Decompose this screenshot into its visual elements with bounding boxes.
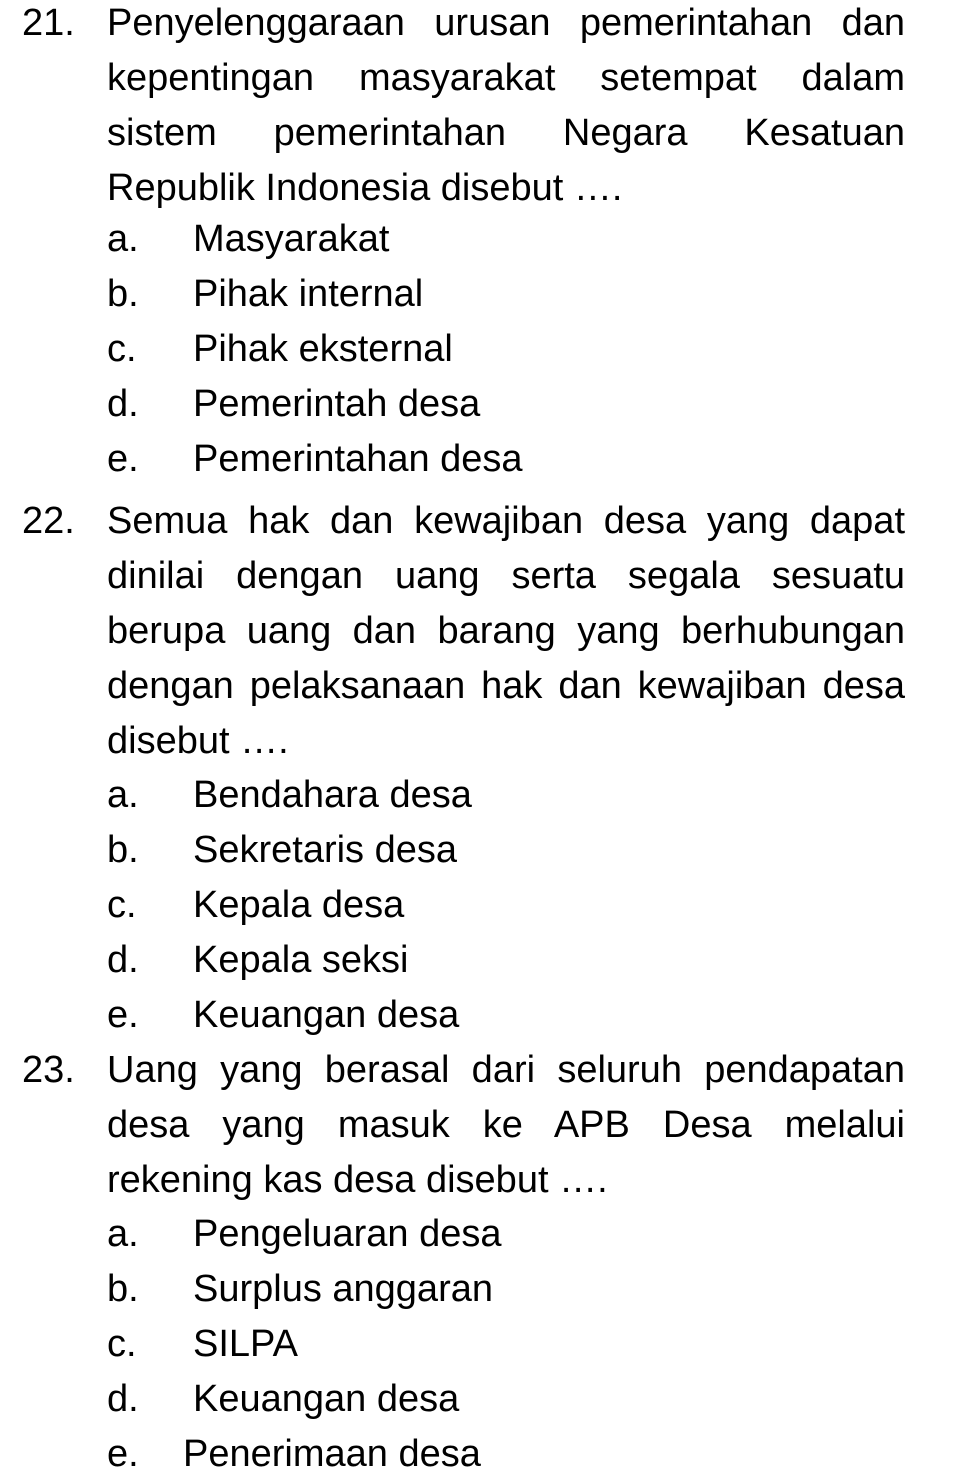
option-e	[107, 988, 907, 1043]
option-text: Surplus anggaran	[193, 1268, 493, 1310]
option-letter: e.	[107, 994, 139, 1036]
option-letter: a.	[107, 774, 139, 816]
option-text: Pihak eksternal	[193, 328, 453, 370]
option-c	[107, 322, 907, 377]
option-letter: b.	[107, 1268, 139, 1310]
option-c	[107, 1317, 907, 1372]
option-letter: b.	[107, 829, 139, 871]
option-letter: a.	[107, 218, 139, 260]
option-b	[107, 267, 907, 322]
option-text: Kepala seksi	[193, 939, 409, 981]
option-a	[107, 212, 907, 267]
question-text: Uang yang berasal dari seluruh pendapatan desa yang masuk ke APB Desa melalui rekening kas desa disebut ….	[107, 1049, 905, 1201]
option-text: Penerimaan desa	[183, 1433, 481, 1475]
option-a	[107, 1207, 907, 1262]
question-number: 23.	[22, 1049, 75, 1091]
option-text: Keuangan desa	[193, 1378, 460, 1420]
option-text: Keuangan desa	[193, 994, 460, 1036]
option-d	[107, 377, 907, 432]
option-e	[107, 432, 907, 487]
option-text: Kepala desa	[193, 884, 405, 926]
answer-options	[107, 212, 907, 487]
option-letter: d.	[107, 1378, 139, 1420]
option-text: SILPA	[193, 1323, 298, 1365]
option-text: Pemerintah desa	[193, 383, 481, 425]
option-letter: c.	[107, 1323, 137, 1365]
answer-options	[107, 1207, 907, 1482]
option-letter: c.	[107, 884, 137, 926]
option-a	[107, 768, 907, 823]
option-letter: e.	[107, 438, 139, 480]
option-letter: e.	[107, 1433, 139, 1475]
option-e	[107, 1427, 907, 1482]
option-c	[107, 878, 907, 933]
option-d	[107, 933, 907, 988]
option-text: Masyarakat	[193, 218, 390, 260]
option-text: Bendahara desa	[193, 774, 472, 816]
option-text: Sekretaris desa	[193, 829, 458, 871]
option-b	[107, 1262, 907, 1317]
question-text: Penyelenggaraan urusan pemerintahan dan kepentingan masyarakat setempat dalam sistem pemerintahan Negara Kesatuan Republik Indonesia disebut ….	[107, 2, 905, 209]
option-text: Pengeluaran desa	[193, 1213, 502, 1255]
option-text: Pihak internal	[193, 273, 424, 315]
option-letter: c.	[107, 328, 137, 370]
option-b	[107, 823, 907, 878]
answer-options	[107, 768, 907, 1043]
question-number: 21.	[22, 2, 75, 44]
option-letter: d.	[107, 939, 139, 981]
option-d	[107, 1372, 907, 1427]
option-text: Pemerintahan desa	[193, 438, 523, 480]
option-letter: d.	[107, 383, 139, 425]
option-letter: b.	[107, 273, 139, 315]
question-text: Semua hak dan kewajiban desa yang dapat dinilai dengan uang serta segala sesuatu berupa uang dan barang yang berhubungan dengan pelaksanaan hak dan kewajiban desa disebut ….	[107, 500, 905, 762]
question-number: 22.	[22, 500, 75, 542]
option-letter: a.	[107, 1213, 139, 1255]
